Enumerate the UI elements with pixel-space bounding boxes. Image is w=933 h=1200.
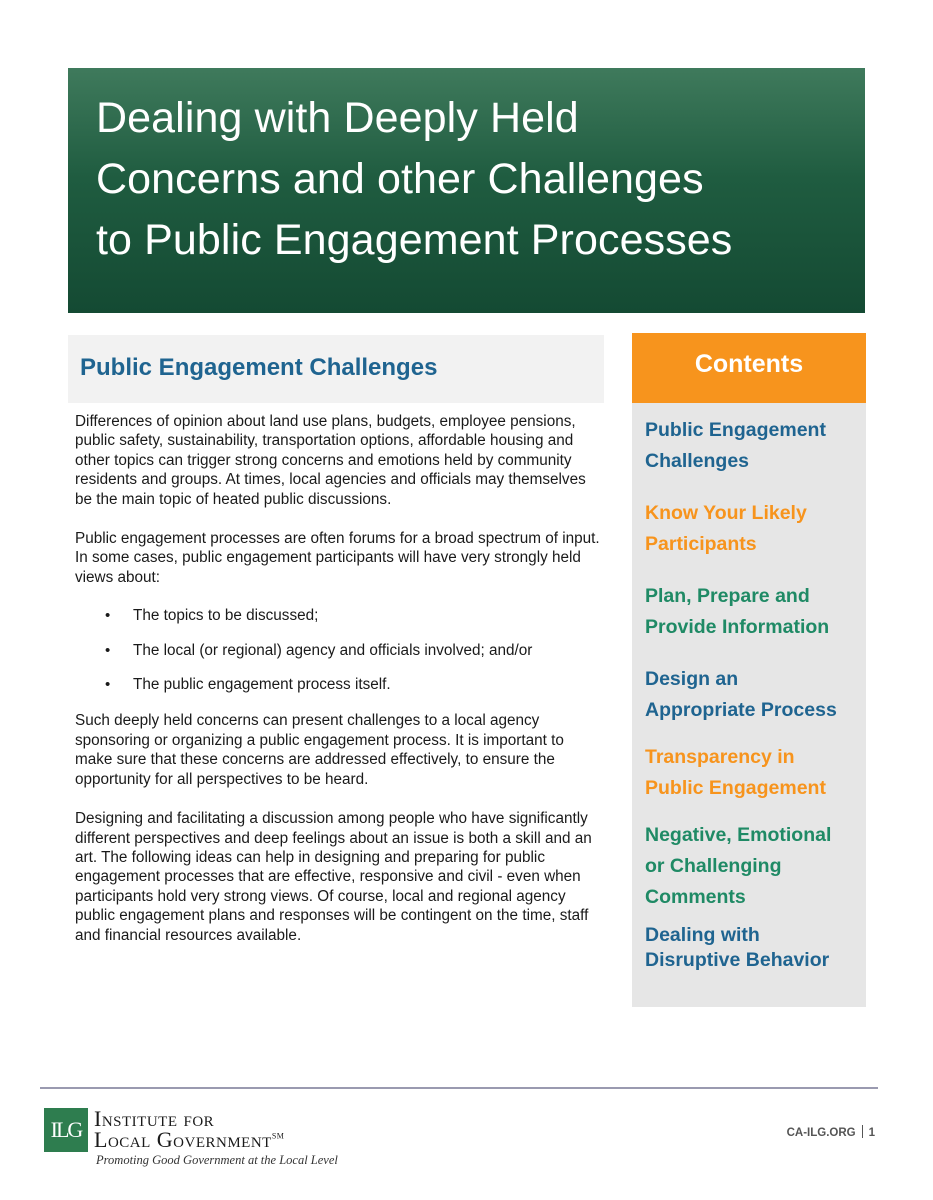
toc-link-text: Negative, Emotional	[645, 824, 832, 846]
toc-link-text: Public Engagement	[645, 419, 826, 441]
paragraph-4: Designing and facilitating a discussion among people who have significantly different perspectives and deep feelings about an issue is both a skill and an art. The following ideas can help in designing and preparing for public engagement processes that are effective, responsive and civil - even when participants hold very strong views. Of course, local and regional agency public engagement plans and responses will be contingent on the time, staff and financial resources available.	[75, 810, 592, 944]
toc-link-text: or Challenging	[645, 855, 782, 877]
toc-link-text: Transparency in	[645, 746, 795, 768]
contents-heading: Contents	[694, 349, 804, 378]
toc-link-text: Know Your Likely	[645, 502, 807, 524]
logo-tagline: Promoting Good Government at the Local Level	[96, 1153, 338, 1167]
title-line-3: to Public Engagement Processes	[96, 216, 733, 264]
ilg-logo-icon: ILG	[44, 1108, 88, 1152]
toc-link-text: Participants	[645, 533, 757, 555]
concerns-list	[75, 606, 603, 694]
contents-list	[645, 415, 860, 973]
contents-sidebar	[632, 333, 866, 1007]
toc-link-public-engagement-challenges[interactable]	[645, 415, 860, 477]
title-banner	[68, 68, 865, 313]
section-heading: Public Engagement Challenges	[80, 354, 438, 381]
toc-link-transparency-in-public-engagement[interactable]	[645, 742, 860, 804]
ilg-logo	[44, 1108, 374, 1170]
toc-link-text: Appropriate Process	[645, 699, 837, 721]
toc-link-plan-prepare-provide-information[interactable]	[645, 581, 860, 643]
toc-link-dealing-with-disruptive-behavior[interactable]	[645, 923, 860, 973]
page-number: 1	[868, 1127, 875, 1139]
toc-link-negative-emotional-comments[interactable]	[645, 820, 860, 913]
logo-org-name-2: Local Government	[94, 1127, 272, 1152]
toc-link-text: Challenges	[645, 450, 750, 472]
toc-link-text: Comments	[645, 886, 746, 908]
contents-header	[632, 333, 866, 403]
paragraph-1: Differences of opinion about land use plans, budgets, employee pensions, public safety, sustainability, transportation options, affordable housing and other topics can trigger strong concerns and emotions held by community residents and groups. At times, local agencies and officials may themselves be the main topic of heated public discussions.	[75, 413, 586, 508]
body-text	[75, 412, 603, 965]
list-item: • The local (or regional) agency and officials involved; and/or	[75, 641, 603, 660]
paragraph-2: Public engagement processes are often forums for a broad spectrum of input. In some cases, public engagement participants will have very strongly held views about:	[75, 530, 600, 586]
toc-link-text: Provide Information	[645, 616, 830, 638]
list-item: • The topics to be discussed;	[75, 606, 603, 625]
paragraph-3: Such deeply held concerns can present challenges to a local agency sponsoring or organizing a public engagement process. It is important to make sure that these concerns are addressed effectively, to ensure the opportunity for all perspectives to be heard.	[75, 712, 564, 788]
title-line-2: Concerns and other Challenges	[96, 155, 704, 203]
title-line-1: Dealing with Deeply Held	[96, 94, 579, 142]
page-reference	[787, 1125, 875, 1139]
footer-divider	[40, 1087, 878, 1089]
logo-org-name-1: Institute for	[94, 1106, 215, 1131]
toc-link-know-your-likely-participants[interactable]	[645, 498, 860, 560]
toc-link-text: Dealing with	[645, 924, 760, 946]
separator	[862, 1125, 863, 1138]
list-item: • The public engagement process itself.	[75, 675, 603, 694]
logo-text-line-2	[94, 1127, 284, 1153]
toc-link-text: Plan, Prepare and	[645, 585, 810, 607]
toc-link-text: Public Engagement	[645, 777, 826, 799]
section-header	[68, 335, 604, 403]
toc-link-text: Disruptive Behavior	[645, 949, 830, 971]
toc-link-design-appropriate-process[interactable]	[645, 664, 860, 726]
page-title	[96, 88, 837, 271]
website-link[interactable]: CA-ILG.ORG	[786, 1127, 856, 1139]
toc-link-text: Design an	[645, 668, 739, 690]
service-mark: SM	[271, 1131, 285, 1141]
